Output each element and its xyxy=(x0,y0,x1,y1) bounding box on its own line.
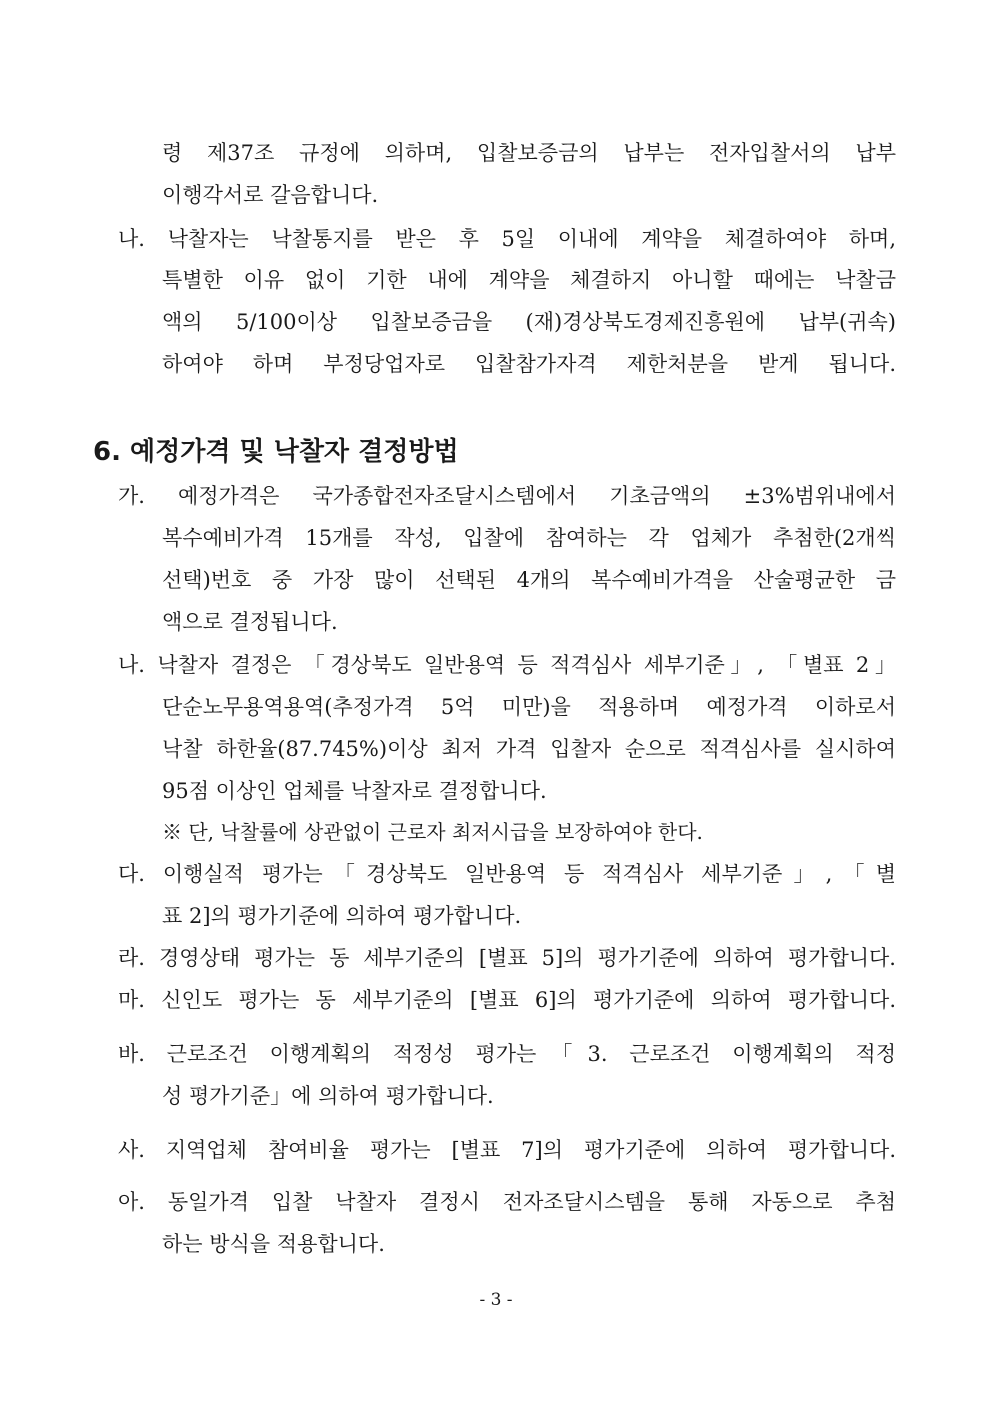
list-item-label: 나. 낙찰자 결정은 「경상북도 일반용역 등 적격심사 세부기준」, 「별표 2」 xyxy=(118,653,896,677)
text-line: 표 2]의 평가기준에 의하여 평가합니다. xyxy=(162,904,522,928)
text-line: 단순노무용역용역(추정가격 5억 미만)을 적용하며 예정가격 이하로서 xyxy=(162,695,896,719)
list-item-label: 바. 근로조건 이행계획의 적정성 평가는「3. 근로조건 이행계획의 적정 xyxy=(118,1042,896,1066)
text-line: 95점 이상인 업체를 낙찰자로 결정합니다. xyxy=(162,779,547,803)
note-text: ※ 단, 낙찰률에 상관없이 근로자 최저시급을 보장하여야 한다. xyxy=(162,820,703,844)
list-item-label: 나. 낙찰자는 낙찰통지를 받은 후 5일 이내에 계약을 체결하여야 하며, xyxy=(118,227,896,251)
text-line: 이행각서로 갈음합니다. xyxy=(162,183,379,207)
list-item-label: 사. 지역업체 참여비율 평가는 [별표 7]의 평가기준에 의하여 평가합니다. xyxy=(118,1138,896,1162)
page-number: - 3 - xyxy=(479,1290,513,1310)
text-line: 액의 5/100이상 입찰보증금을 (재)경상북도경제진흥원에 납부(귀속) xyxy=(162,310,896,334)
text-line: 하는 방식을 적용합니다. xyxy=(162,1232,385,1256)
section-heading: 6. 예정가격 및 낙찰자 결정방법 xyxy=(93,437,459,467)
text-line: 선택)번호 중 가장 많이 선택된 4개의 복수예비가격을 산술평균한 금 xyxy=(162,568,896,592)
list-item-label: 마. 신인도 평가는 동 세부기준의 [별표 6]의 평가기준에 의하여 평가합니다. xyxy=(118,988,896,1012)
list-item-label: 다. 이행실적 평가는「경상북도 일반용역 등 적격심사 세부기준」,「별 xyxy=(118,862,896,886)
text-line: 낙찰 하한율(87.745%)이상 최저 가격 입찰자 순으로 적격심사를 실시하여 xyxy=(162,737,896,761)
list-item-label: 라. 경영상태 평가는 동 세부기준의 [별표 5]의 평가기준에 의하여 평가합니다. xyxy=(118,946,896,970)
text-line: 특별한 이유 없이 기한 내에 계약을 체결하지 아니할 때에는 낙찰금 xyxy=(162,268,896,292)
list-item-label: 아. 동일가격 입찰 낙찰자 결정시 전자조달시스템을 통해 자동으로 추첨 xyxy=(118,1190,896,1214)
list-item-label: 가. 예정가격은 국가종합전자조달시스템에서 기초금액의 ±3%범위내에서 xyxy=(118,484,896,508)
text-line: 령 제37조 규정에 의하며, 입찰보증금의 납부는 전자입찰서의 납부 xyxy=(162,141,896,165)
text-line: 하여야 하며 부정당업자로 입찰참가자격 제한처분을 받게 됩니다. xyxy=(162,352,896,376)
text-line: 성 평가기준」에 의하여 평가합니다. xyxy=(162,1084,494,1108)
text-line: 복수예비가격 15개를 작성, 입찰에 참여하는 각 업체가 추첨한(2개씩 xyxy=(162,526,896,550)
text-line: 액으로 결정됩니다. xyxy=(162,610,338,634)
